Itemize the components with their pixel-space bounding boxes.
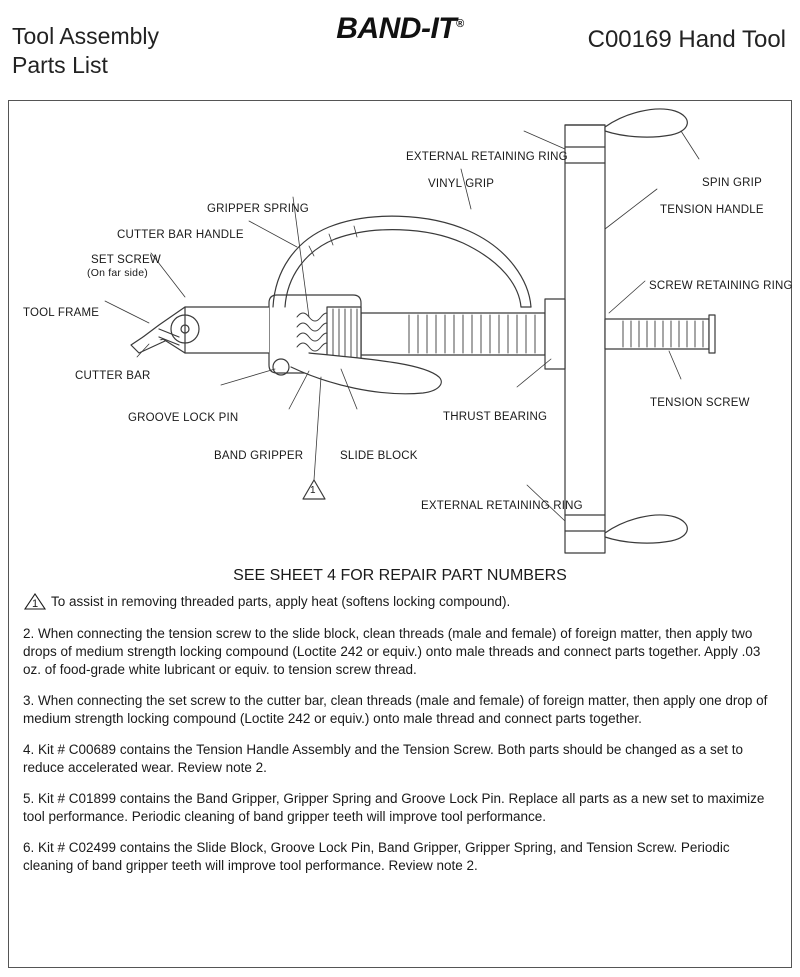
document-model-title: C00169 Hand Tool: [587, 26, 786, 53]
label-set-screw-note: (On far side): [87, 267, 148, 279]
label-cutter-bar: CUTTER BAR: [75, 370, 151, 382]
tool-assembly-drawing: [9, 101, 791, 579]
label-groove-lock-pin: GROOVE LOCK PIN: [128, 412, 239, 424]
label-tool-frame: TOOL FRAME: [23, 307, 100, 319]
label-band-gripper: BAND GRIPPER: [214, 450, 304, 462]
page-header: [0, 0, 800, 98]
note-item: [23, 593, 775, 611]
label-spin-grip: SPIN GRIP: [702, 177, 762, 189]
page-title-line1: Tool Assembly: [12, 23, 160, 49]
content-frame: [8, 100, 792, 968]
triangle-callout-icon: [23, 592, 47, 611]
label-external-retaining-ring-top: EXTERNAL RETAINING RING: [406, 151, 568, 163]
sheet-reference-note: SEE SHEET 4 FOR REPAIR PART NUMBERS: [233, 567, 567, 584]
note-marker-number: 1: [31, 598, 39, 610]
brand-logo: [336, 12, 463, 46]
note-item: 5. Kit # C01899 contains the Band Gripper, Gripper Spring and Groove Lock Pin. Replace all parts as a new set to maximize tool performance. Periodic cleaning of band gripper teeth will improve tool performance.: [23, 791, 765, 824]
note-item: 6. Kit # C02499 contains the Slide Block, Groove Lock Pin, Band Gripper, Gripper Spring, and Tension Screw. Periodic cleaning of band gripper teeth will improve tool performance. Review note 2.: [23, 840, 730, 873]
label-external-retaining-ring-bottom: EXTERNAL RETAINING RING: [421, 500, 583, 512]
diagram-callout-number: 1: [310, 485, 316, 496]
label-screw-retaining-ring: SCREW RETAINING RING: [649, 280, 793, 292]
label-cutter-bar-handle: CUTTER BAR HANDLE: [117, 229, 244, 241]
page-title-line2: Parts List: [12, 52, 108, 78]
label-thrust-bearing: THRUST BEARING: [443, 411, 548, 423]
notes-list: [23, 593, 775, 888]
brand-logo-text: BAND-IT: [336, 12, 457, 45]
label-gripper-spring: GRIPPER SPRING: [207, 203, 309, 215]
note-text: To assist in removing threaded parts, apply heat (softens locking compound).: [51, 594, 511, 609]
label-slide-block: SLIDE BLOCK: [340, 450, 418, 462]
label-tension-screw: TENSION SCREW: [650, 397, 750, 409]
note-item: 4. Kit # C00689 contains the Tension Handle Assembly and the Tension Screw. Both parts should be changed as a set to reduce accelerated wear. Review note 2.: [23, 742, 743, 775]
label-set-screw: SET SCREW: [91, 254, 161, 266]
label-tension-handle: TENSION HANDLE: [660, 204, 764, 216]
note-item: 3. When connecting the set screw to the cutter bar, clean threads (male and female) of foreign matter, then apply one drop of medium strength locking compound (Loctite 242 or equiv.) onto male thread and connect parts together.: [23, 693, 768, 726]
page-title: [12, 22, 159, 80]
tool-assembly-diagram: [9, 101, 793, 584]
brand-registered-mark: ®: [456, 18, 464, 30]
label-vinyl-grip: VINYL GRIP: [428, 178, 495, 190]
note-item: 2. When connecting the tension screw to the slide block, clean threads (male and female) of foreign matter, then apply two drops of medium strength locking compound (Loctite 242 or equiv.) onto male threads and connect parts together. Apply .03 oz. of food-grade white lubricant or equiv. to tension screw thread.: [23, 626, 761, 677]
